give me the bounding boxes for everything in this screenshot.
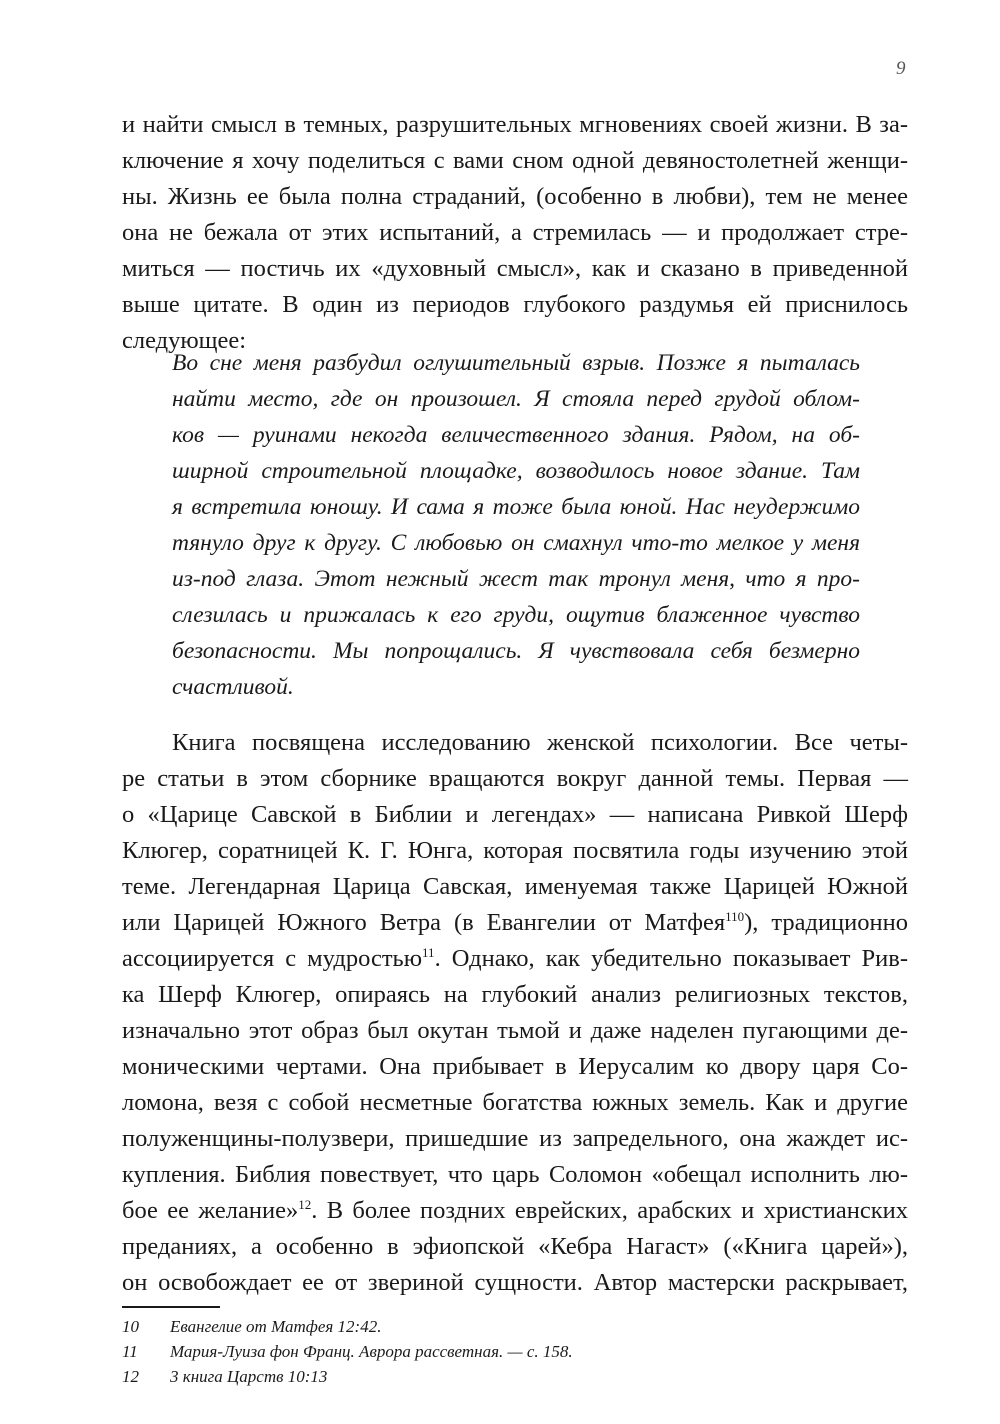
footnote-12 [122,1366,327,1388]
footnote-ref-11[interactable]: 11 [422,945,435,960]
footnote-number: 10 [122,1317,139,1336]
text-span: бое ее желание» [122,1197,299,1224]
quote-line: счастливой. [172,674,294,700]
text-line: миться — постичь их «духовный смысл», как и сказано в приведенной [122,255,908,282]
text-line: купления. Библия повествует, что царь Соломон «обещал исполнить лю- [122,1161,908,1188]
text-span: ), традиционно [744,909,909,936]
text-line: о «Царице Савской в Библии и легендах» — написана Ривкой Шерф [122,801,908,828]
text-span: . Однако, как убедительно показывает Рив- [434,945,908,972]
quote-line: слезилась и прижалась к его груди, ощутив блаженное чувство [172,602,860,628]
text-line: следующее: [122,327,247,354]
text-line: он освобождает ее от звериной сущности. Автор мастерски раскрывает, [122,1269,908,1296]
quote-line: тянуло друг к другу. С любовью он смахнул что-то мелкое у меня [172,530,860,556]
text-span: ассоциируется с мудростью [122,945,423,972]
quote-line: ширной строительной площадке, возводилось новое здание. Там [172,458,860,484]
footnote-text: Евангелие от Матфея 12:42. [170,1317,382,1336]
footnote-text: 3 книга Царств 10:13 [170,1367,328,1386]
quote-line: ков — руинами некогда величественного здания. Рядом, на об- [172,422,860,448]
footnote-ref-10[interactable]: 110 [725,909,745,924]
quote-line: Во сне меня разбудил оглушительный взрыв. Позже я пыталась [172,350,860,376]
quote-line: я встретила юношу. И сама я тоже была юной. Нас неудержимо [172,494,860,520]
quote-line: безопасности. Мы попрощались. Я чувствовала себя безмерно [172,638,860,664]
text-line [122,908,908,938]
text-line: ка Шерф Клюгер, опираясь на глубокий анализ религиозных текстов, [122,981,908,1008]
text-line: моническими чертами. Она прибывает в Иерусалим ко двору царя Со- [122,1053,908,1080]
footnote-10 [122,1316,381,1338]
text-line: выше цитате. В один из периодов глубокого раздумья ей приснилось [122,291,908,318]
text-span: или Царицей Южного Ветра (в Евангелии от Матфея [122,909,726,936]
quote-line: найти место, где он произошел. Я стояла перед грудой облом- [172,386,860,412]
footnote-text: Мария-Луиза фон Франц. Аврора рассветная. — с. 158. [170,1342,573,1361]
text-line: она не бежала от этих испытаний, а стремилась — и продолжает стре- [122,219,908,246]
page-number: 9 [896,58,906,79]
text-line [122,1196,908,1226]
text-line [122,944,908,974]
footnote-number: 12 [122,1367,139,1386]
footnote-ref-12[interactable]: 12 [298,1197,312,1212]
quote-line: из-под глаза. Этот нежный жест так тронул меня, что я про- [172,566,860,592]
text-line: преданиях, а особенно в эфиопской «Кебра Нагаст» («Книга царей»), [122,1233,908,1260]
text-line: Книга посвящена исследованию женской психологии. Все четы- [172,729,908,756]
text-line: ре статьи в этом сборнике вращаются вокруг данной темы. Первая — [122,765,908,792]
footnote-number: 11 [122,1342,138,1361]
text-line: ломона, везя с собой несметные богатства южных земель. Как и другие [122,1089,908,1116]
footnote-11 [122,1341,573,1363]
text-line: Клюгер, соратницей К. Г. Юнга, которая посвятила годы изучению этой [122,837,908,864]
text-span: . В более поздних еврейских, арабских и христианских [311,1197,908,1224]
text-line: теме. Легендарная Царица Савская, именуемая также Царицей Южной [122,873,908,900]
text-line: полуженщины-полузвери, пришедшие из запредельного, она жаждет ис- [122,1125,908,1152]
text-line: ны. Жизнь ее была полна страданий, (особенно в любви), тем не менее [122,183,908,210]
text-line: изначально этот образ был окутан тьмой и даже наделен пугающими де- [122,1017,908,1044]
text-line: ключение я хочу поделиться с вами сном одной девяностолетней женщи- [122,147,908,174]
text-line: и найти смысл в темных, разрушительных мгновениях своей жизни. В за- [122,111,908,138]
footnote-divider [122,1306,220,1308]
